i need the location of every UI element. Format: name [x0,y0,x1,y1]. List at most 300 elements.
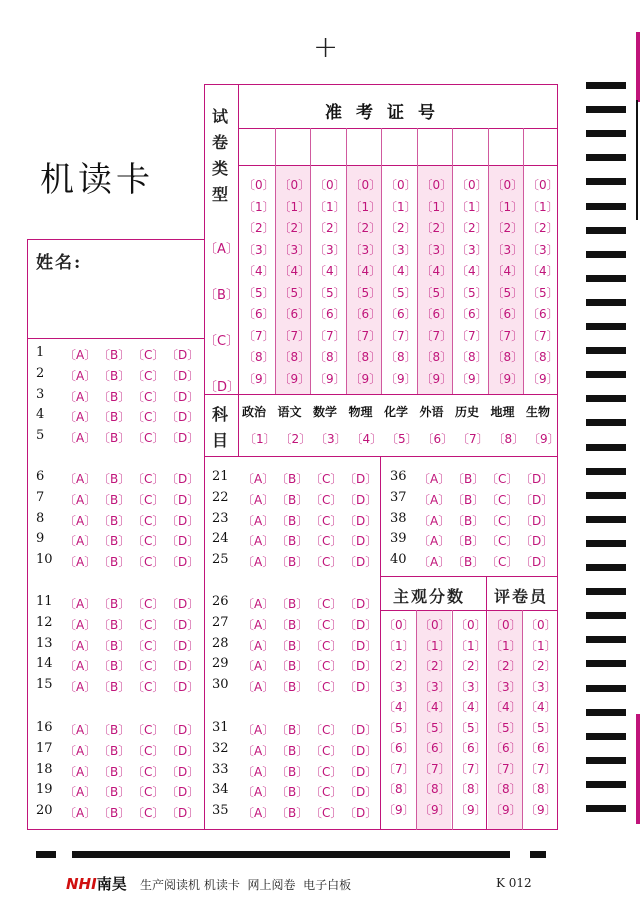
exam-id-bubble[interactable]: 〔9〕 [243,371,275,386]
q14-choice-d[interactable]: 〔D〕 [166,659,200,674]
exam-id-bubble[interactable]: 〔7〕 [349,328,382,343]
exam-id-bubble[interactable]: 〔2〕 [491,221,524,235]
q23-choice-d[interactable]: 〔D〕 [344,513,378,528]
q38-choice-b[interactable]: 〔B〕 [452,513,485,528]
q9-choice-a[interactable]: 〔A〕 [64,534,97,549]
paper-type-bubble-c[interactable]: 〔C〕 [204,334,240,349]
exam-id-bubble[interactable]: 〔4〕 [243,264,275,278]
score-bubble[interactable]: 〔4〕 [455,700,487,714]
exam-id-bubble[interactable]: 〔7〕 [385,328,417,343]
q11-choice-d[interactable]: 〔D〕 [166,597,200,611]
q25-choice-b[interactable]: 〔B〕 [276,555,309,570]
q21-choice-c[interactable]: 〔C〕 [310,472,343,486]
q32-choice-b[interactable]: 〔B〕 [276,743,309,758]
q34-choice-d[interactable]: 〔D〕 [344,785,378,800]
q9-choice-d[interactable]: 〔D〕 [166,534,200,549]
exam-id-bubble[interactable]: 〔9〕 [420,371,453,386]
q26-choice-c[interactable]: 〔C〕 [310,597,343,611]
score-bubble[interactable]: 〔6〕 [383,741,415,755]
exam-id-bubble[interactable]: 〔6〕 [314,307,346,321]
score-bubble[interactable]: 〔1〕 [490,638,522,653]
q18-choice-d[interactable]: 〔D〕 [166,764,200,779]
q21-choice-d[interactable]: 〔D〕 [344,472,378,486]
score-bubble[interactable]: 〔0〕 [383,618,415,632]
exam-id-bubble[interactable]: 〔9〕 [491,371,524,386]
q39-choice-d[interactable]: 〔D〕 [520,534,554,549]
exam-id-bubble[interactable]: 〔3〕 [491,242,524,257]
score-bubble[interactable]: 〔9〕 [455,802,487,817]
exam-id-bubble[interactable]: 〔4〕 [456,264,488,278]
q20-choice-d[interactable]: 〔D〕 [166,806,200,821]
q14-choice-b[interactable]: 〔B〕 [98,659,131,674]
q38-choice-d[interactable]: 〔D〕 [520,513,554,528]
q35-choice-d[interactable]: 〔D〕 [344,806,378,821]
score-bubble[interactable]: 〔8〕 [419,782,451,796]
q22-choice-b[interactable]: 〔B〕 [276,492,309,507]
q36-choice-c[interactable]: 〔C〕 [486,472,519,486]
exam-id-bubble[interactable]: 〔5〕 [491,285,524,300]
exam-id-bubble[interactable]: 〔1〕 [527,199,559,214]
score-bubble[interactable]: 〔9〕 [525,802,557,817]
q15-choice-c[interactable]: 〔C〕 [132,680,165,695]
exam-id-bubble[interactable]: 〔7〕 [491,328,524,343]
exam-id-bubble[interactable]: 〔5〕 [420,285,453,300]
subject-bubble-8[interactable]: 〔8〕 [492,432,525,446]
score-bubble[interactable]: 〔2〕 [525,659,557,673]
q40-choice-b[interactable]: 〔B〕 [452,555,485,570]
score-bubble[interactable]: 〔0〕 [490,618,522,632]
exam-id-bubble[interactable]: 〔0〕 [420,178,453,192]
exam-id-bubble[interactable]: 〔2〕 [243,221,275,235]
q9-choice-c[interactable]: 〔C〕 [132,534,165,549]
exam-id-bubble[interactable]: 〔5〕 [278,285,311,300]
q13-choice-a[interactable]: 〔A〕 [64,638,97,653]
exam-id-bubble[interactable]: 〔6〕 [385,307,417,321]
q33-choice-d[interactable]: 〔D〕 [344,764,378,779]
score-bubble[interactable]: 〔8〕 [525,782,557,796]
q4-choice-b[interactable]: 〔B〕 [98,410,131,425]
exam-id-write-box[interactable] [381,129,417,165]
q28-choice-d[interactable]: 〔D〕 [344,638,378,653]
exam-id-bubble[interactable]: 〔9〕 [314,371,346,386]
q40-choice-c[interactable]: 〔C〕 [486,555,519,570]
q5-choice-c[interactable]: 〔C〕 [132,431,165,446]
q13-choice-c[interactable]: 〔C〕 [132,638,165,653]
q10-choice-a[interactable]: 〔A〕 [64,555,97,570]
subject-bubble-5[interactable]: 〔5〕 [386,432,418,446]
q19-choice-a[interactable]: 〔A〕 [64,785,97,800]
exam-id-bubble[interactable]: 〔7〕 [420,328,453,343]
q35-choice-a[interactable]: 〔A〕 [242,806,275,821]
q7-choice-b[interactable]: 〔B〕 [98,492,131,507]
q20-choice-c[interactable]: 〔C〕 [132,806,165,821]
q31-choice-d[interactable]: 〔D〕 [344,723,378,737]
q19-choice-d[interactable]: 〔D〕 [166,785,200,800]
q32-choice-d[interactable]: 〔D〕 [344,743,378,758]
exam-id-bubble[interactable]: 〔7〕 [278,328,311,343]
q26-choice-d[interactable]: 〔D〕 [344,597,378,611]
q22-choice-d[interactable]: 〔D〕 [344,492,378,507]
score-bubble[interactable]: 〔3〕 [383,679,415,694]
exam-id-bubble[interactable]: 〔7〕 [456,328,488,343]
q8-choice-d[interactable]: 〔D〕 [166,513,200,528]
q11-choice-c[interactable]: 〔C〕 [132,597,165,611]
q36-choice-b[interactable]: 〔B〕 [452,472,485,486]
exam-id-bubble[interactable]: 〔7〕 [314,328,346,343]
subject-bubble-7[interactable]: 〔7〕 [457,432,489,446]
q28-choice-a[interactable]: 〔A〕 [242,638,275,653]
q23-choice-b[interactable]: 〔B〕 [276,513,309,528]
exam-id-bubble[interactable]: 〔4〕 [349,264,382,278]
exam-id-bubble[interactable]: 〔4〕 [420,264,453,278]
q16-choice-b[interactable]: 〔B〕 [98,723,131,737]
exam-id-bubble[interactable]: 〔2〕 [278,221,311,235]
q6-choice-b[interactable]: 〔B〕 [98,472,131,486]
exam-id-bubble[interactable]: 〔6〕 [456,307,488,321]
exam-id-bubble[interactable]: 〔2〕 [527,221,559,235]
score-bubble[interactable]: 〔3〕 [419,679,451,694]
q8-choice-a[interactable]: 〔A〕 [64,513,97,528]
q13-choice-b[interactable]: 〔B〕 [98,638,131,653]
score-bubble[interactable]: 〔0〕 [419,618,451,632]
exam-id-bubble[interactable]: 〔2〕 [349,221,382,235]
exam-id-bubble[interactable]: 〔0〕 [527,178,559,192]
q1-choice-a[interactable]: 〔A〕 [64,348,97,362]
q37-choice-c[interactable]: 〔C〕 [486,492,519,507]
exam-id-bubble[interactable]: 〔9〕 [349,371,382,386]
exam-id-bubble[interactable]: 〔3〕 [278,242,311,257]
score-bubble[interactable]: 〔6〕 [455,741,487,755]
q30-choice-b[interactable]: 〔B〕 [276,680,309,695]
score-bubble[interactable]: 〔7〕 [525,761,557,776]
exam-id-bubble[interactable]: 〔8〕 [349,350,382,364]
q19-choice-b[interactable]: 〔B〕 [98,785,131,800]
q8-choice-c[interactable]: 〔C〕 [132,513,165,528]
exam-id-bubble[interactable]: 〔1〕 [243,199,275,214]
exam-id-bubble[interactable]: 〔1〕 [491,199,524,214]
q1-choice-c[interactable]: 〔C〕 [132,348,165,362]
q38-choice-c[interactable]: 〔C〕 [486,513,519,528]
exam-id-write-box[interactable] [346,129,382,165]
q27-choice-b[interactable]: 〔B〕 [276,617,309,632]
score-bubble[interactable]: 〔2〕 [455,659,487,673]
q24-choice-a[interactable]: 〔A〕 [242,534,275,549]
q1-choice-b[interactable]: 〔B〕 [98,348,131,362]
q16-choice-a[interactable]: 〔A〕 [64,723,97,737]
q10-choice-c[interactable]: 〔C〕 [132,555,165,570]
exam-id-bubble[interactable]: 〔5〕 [385,285,417,300]
exam-id-bubble[interactable]: 〔6〕 [527,307,559,321]
exam-id-bubble[interactable]: 〔8〕 [420,350,453,364]
exam-id-bubble[interactable]: 〔4〕 [314,264,346,278]
exam-id-write-box[interactable] [523,129,559,165]
q34-choice-b[interactable]: 〔B〕 [276,785,309,800]
q4-choice-a[interactable]: 〔A〕 [64,410,97,425]
exam-id-bubble[interactable]: 〔7〕 [527,328,559,343]
score-bubble[interactable]: 〔3〕 [490,679,522,694]
q29-choice-c[interactable]: 〔C〕 [310,659,343,674]
score-bubble[interactable]: 〔0〕 [525,618,557,632]
score-bubble[interactable]: 〔4〕 [383,700,415,714]
q40-choice-d[interactable]: 〔D〕 [520,555,554,570]
q19-choice-c[interactable]: 〔C〕 [132,785,165,800]
exam-id-bubble[interactable]: 〔4〕 [491,264,524,278]
q36-choice-a[interactable]: 〔A〕 [418,472,451,486]
score-bubble[interactable]: 〔6〕 [490,741,522,755]
exam-id-bubble[interactable]: 〔0〕 [278,178,311,192]
q17-choice-c[interactable]: 〔C〕 [132,743,165,758]
score-bubble[interactable]: 〔6〕 [419,741,451,755]
q31-choice-c[interactable]: 〔C〕 [310,723,343,737]
score-bubble[interactable]: 〔4〕 [419,700,451,714]
exam-id-bubble[interactable]: 〔3〕 [243,242,275,257]
q31-choice-a[interactable]: 〔A〕 [242,723,275,737]
score-bubble[interactable]: 〔2〕 [490,659,522,673]
score-bubble[interactable]: 〔8〕 [383,782,415,796]
q21-choice-a[interactable]: 〔A〕 [242,472,275,486]
exam-id-write-box[interactable] [275,129,311,165]
score-bubble[interactable]: 〔1〕 [525,638,557,653]
exam-id-bubble[interactable]: 〔6〕 [420,307,453,321]
paper-type-bubble-a[interactable]: 〔A〕 [204,242,239,257]
exam-id-bubble[interactable]: 〔8〕 [278,350,311,364]
q7-choice-a[interactable]: 〔A〕 [64,492,97,507]
q35-choice-c[interactable]: 〔C〕 [310,806,343,821]
q37-choice-b[interactable]: 〔B〕 [452,492,485,507]
q39-choice-c[interactable]: 〔C〕 [486,534,519,549]
score-bubble[interactable]: 〔7〕 [419,761,451,776]
paper-type-bubble-d[interactable]: 〔D〕 [204,380,241,395]
exam-id-bubble[interactable]: 〔2〕 [456,221,488,235]
exam-id-bubble[interactable]: 〔6〕 [243,307,275,321]
exam-id-bubble[interactable]: 〔0〕 [243,178,275,192]
score-bubble[interactable]: 〔8〕 [455,782,487,796]
q5-choice-d[interactable]: 〔D〕 [166,431,200,446]
q40-choice-a[interactable]: 〔A〕 [418,555,451,570]
exam-id-bubble[interactable]: 〔1〕 [420,199,453,214]
q11-choice-a[interactable]: 〔A〕 [64,597,97,611]
subject-bubble-2[interactable]: 〔2〕 [279,432,312,446]
q8-choice-b[interactable]: 〔B〕 [98,513,131,528]
exam-id-bubble[interactable]: 〔7〕 [243,328,275,343]
q15-choice-b[interactable]: 〔B〕 [98,680,131,695]
q26-choice-a[interactable]: 〔A〕 [242,597,275,611]
score-bubble[interactable]: 〔3〕 [525,679,557,694]
q17-choice-d[interactable]: 〔D〕 [166,743,200,758]
q22-choice-a[interactable]: 〔A〕 [242,492,275,507]
score-bubble[interactable]: 〔0〕 [455,618,487,632]
q18-choice-c[interactable]: 〔C〕 [132,764,165,779]
q5-choice-a[interactable]: 〔A〕 [64,431,97,446]
exam-id-bubble[interactable]: 〔5〕 [349,285,382,300]
exam-id-bubble[interactable]: 〔9〕 [385,371,417,386]
exam-id-write-box[interactable] [310,129,346,165]
exam-id-bubble[interactable]: 〔0〕 [456,178,488,192]
exam-id-bubble[interactable]: 〔1〕 [349,199,382,214]
q27-choice-a[interactable]: 〔A〕 [242,617,275,632]
exam-id-bubble[interactable]: 〔3〕 [420,242,453,257]
q14-choice-c[interactable]: 〔C〕 [132,659,165,674]
q28-choice-b[interactable]: 〔B〕 [276,638,309,653]
q12-choice-b[interactable]: 〔B〕 [98,617,131,632]
exam-id-bubble[interactable]: 〔6〕 [278,307,311,321]
subject-bubble-6[interactable]: 〔6〕 [421,432,454,446]
score-bubble[interactable]: 〔5〕 [455,720,487,735]
q12-choice-a[interactable]: 〔A〕 [64,617,97,632]
q2-choice-b[interactable]: 〔B〕 [98,368,131,383]
score-bubble[interactable]: 〔7〕 [455,761,487,776]
q30-choice-c[interactable]: 〔C〕 [310,680,343,695]
q23-choice-c[interactable]: 〔C〕 [310,513,343,528]
q34-choice-c[interactable]: 〔C〕 [310,785,343,800]
exam-id-bubble[interactable]: 〔8〕 [385,350,417,364]
score-bubble[interactable]: 〔1〕 [455,638,487,653]
exam-id-bubble[interactable]: 〔6〕 [491,307,524,321]
q9-choice-b[interactable]: 〔B〕 [98,534,131,549]
q37-choice-a[interactable]: 〔A〕 [418,492,451,507]
q15-choice-d[interactable]: 〔D〕 [166,680,200,695]
q17-choice-b[interactable]: 〔B〕 [98,743,131,758]
exam-id-bubble[interactable]: 〔1〕 [456,199,488,214]
subject-bubble-9[interactable]: 〔9〕 [528,432,560,446]
exam-id-bubble[interactable]: 〔5〕 [243,285,275,300]
subject-bubble-3[interactable]: 〔3〕 [315,432,347,446]
q4-choice-c[interactable]: 〔C〕 [132,410,165,425]
exam-id-bubble[interactable]: 〔3〕 [314,242,346,257]
exam-id-write-box[interactable] [452,129,488,165]
q11-choice-b[interactable]: 〔B〕 [98,597,131,611]
q25-choice-a[interactable]: 〔A〕 [242,555,275,570]
score-bubble[interactable]: 〔9〕 [419,802,451,817]
exam-id-bubble[interactable]: 〔1〕 [314,199,346,214]
q23-choice-a[interactable]: 〔A〕 [242,513,275,528]
exam-id-bubble[interactable]: 〔1〕 [278,199,311,214]
score-bubble[interactable]: 〔1〕 [383,638,415,653]
q29-choice-a[interactable]: 〔A〕 [242,659,275,674]
exam-id-bubble[interactable]: 〔0〕 [385,178,417,192]
exam-id-bubble[interactable]: 〔6〕 [349,307,382,321]
q4-choice-d[interactable]: 〔D〕 [166,410,200,425]
q30-choice-a[interactable]: 〔A〕 [242,680,275,695]
score-bubble[interactable]: 〔2〕 [383,659,415,673]
q36-choice-d[interactable]: 〔D〕 [520,472,554,486]
exam-id-bubble[interactable]: 〔4〕 [278,264,311,278]
q1-choice-d[interactable]: 〔D〕 [166,348,200,362]
q37-choice-d[interactable]: 〔D〕 [520,492,554,507]
exam-id-bubble[interactable]: 〔5〕 [527,285,559,300]
q21-choice-b[interactable]: 〔B〕 [276,472,309,486]
exam-id-bubble[interactable]: 〔0〕 [314,178,346,192]
exam-id-bubble[interactable]: 〔3〕 [385,242,417,257]
exam-id-bubble[interactable]: 〔8〕 [456,350,488,364]
q33-choice-b[interactable]: 〔B〕 [276,764,309,779]
exam-id-write-box[interactable] [417,129,453,165]
exam-id-bubble[interactable]: 〔4〕 [527,264,559,278]
score-bubble[interactable]: 〔6〕 [525,741,557,755]
q35-choice-b[interactable]: 〔B〕 [276,806,309,821]
score-bubble[interactable]: 〔7〕 [383,761,415,776]
q24-choice-d[interactable]: 〔D〕 [344,534,378,549]
q3-choice-c[interactable]: 〔C〕 [132,389,165,404]
subject-bubble-4[interactable]: 〔4〕 [350,432,383,446]
q2-choice-c[interactable]: 〔C〕 [132,368,165,383]
exam-id-bubble[interactable]: 〔5〕 [456,285,488,300]
q2-choice-a[interactable]: 〔A〕 [64,368,97,383]
score-bubble[interactable]: 〔3〕 [455,679,487,694]
q24-choice-c[interactable]: 〔C〕 [310,534,343,549]
q7-choice-c[interactable]: 〔C〕 [132,492,165,507]
exam-id-bubble[interactable]: 〔0〕 [491,178,524,192]
q27-choice-d[interactable]: 〔D〕 [344,617,378,632]
q18-choice-a[interactable]: 〔A〕 [64,764,97,779]
q3-choice-b[interactable]: 〔B〕 [98,389,131,404]
q27-choice-c[interactable]: 〔C〕 [310,617,343,632]
exam-id-write-box[interactable] [239,129,275,165]
q32-choice-a[interactable]: 〔A〕 [242,743,275,758]
score-bubble[interactable]: 〔5〕 [383,720,415,735]
score-bubble[interactable]: 〔9〕 [490,802,522,817]
q32-choice-c[interactable]: 〔C〕 [310,743,343,758]
q17-choice-a[interactable]: 〔A〕 [64,743,97,758]
exam-id-bubble[interactable]: 〔3〕 [349,242,382,257]
exam-id-bubble[interactable]: 〔0〕 [349,178,382,192]
q33-choice-a[interactable]: 〔A〕 [242,764,275,779]
subject-bubble-1[interactable]: 〔1〕 [244,432,276,446]
q2-choice-d[interactable]: 〔D〕 [166,368,200,383]
q7-choice-d[interactable]: 〔D〕 [166,492,200,507]
q20-choice-b[interactable]: 〔B〕 [98,806,131,821]
q14-choice-a[interactable]: 〔A〕 [64,659,97,674]
q30-choice-d[interactable]: 〔D〕 [344,680,378,695]
q16-choice-c[interactable]: 〔C〕 [132,723,165,737]
q16-choice-d[interactable]: 〔D〕 [166,723,200,737]
paper-type-bubble-b[interactable]: 〔B〕 [204,288,239,303]
score-bubble[interactable]: 〔7〕 [490,761,522,776]
q3-choice-d[interactable]: 〔D〕 [166,389,200,404]
exam-id-bubble[interactable]: 〔8〕 [491,350,524,364]
exam-id-bubble[interactable]: 〔9〕 [527,371,559,386]
exam-id-bubble[interactable]: 〔3〕 [456,242,488,257]
q13-choice-d[interactable]: 〔D〕 [166,638,200,653]
q24-choice-b[interactable]: 〔B〕 [276,534,309,549]
score-bubble[interactable]: 〔5〕 [525,720,557,735]
q15-choice-a[interactable]: 〔A〕 [64,680,97,695]
q5-choice-b[interactable]: 〔B〕 [98,431,131,446]
q12-choice-c[interactable]: 〔C〕 [132,617,165,632]
score-bubble[interactable]: 〔4〕 [490,700,522,714]
exam-id-bubble[interactable]: 〔3〕 [527,242,559,257]
exam-id-bubble[interactable]: 〔5〕 [314,285,346,300]
q25-choice-c[interactable]: 〔C〕 [310,555,343,570]
q29-choice-d[interactable]: 〔D〕 [344,659,378,674]
score-bubble[interactable]: 〔2〕 [419,659,451,673]
q39-choice-a[interactable]: 〔A〕 [418,534,451,549]
q29-choice-b[interactable]: 〔B〕 [276,659,309,674]
score-bubble[interactable]: 〔4〕 [525,700,557,714]
q6-choice-a[interactable]: 〔A〕 [64,472,97,486]
score-bubble[interactable]: 〔5〕 [490,720,522,735]
exam-id-bubble[interactable]: 〔2〕 [385,221,417,235]
exam-id-bubble[interactable]: 〔8〕 [527,350,559,364]
q22-choice-c[interactable]: 〔C〕 [310,492,343,507]
q26-choice-b[interactable]: 〔B〕 [276,597,309,611]
q6-choice-d[interactable]: 〔D〕 [166,472,200,486]
q6-choice-c[interactable]: 〔C〕 [132,472,165,486]
exam-id-bubble[interactable]: 〔8〕 [314,350,346,364]
q33-choice-c[interactable]: 〔C〕 [310,764,343,779]
score-bubble[interactable]: 〔8〕 [490,782,522,796]
score-bubble[interactable]: 〔5〕 [419,720,451,735]
